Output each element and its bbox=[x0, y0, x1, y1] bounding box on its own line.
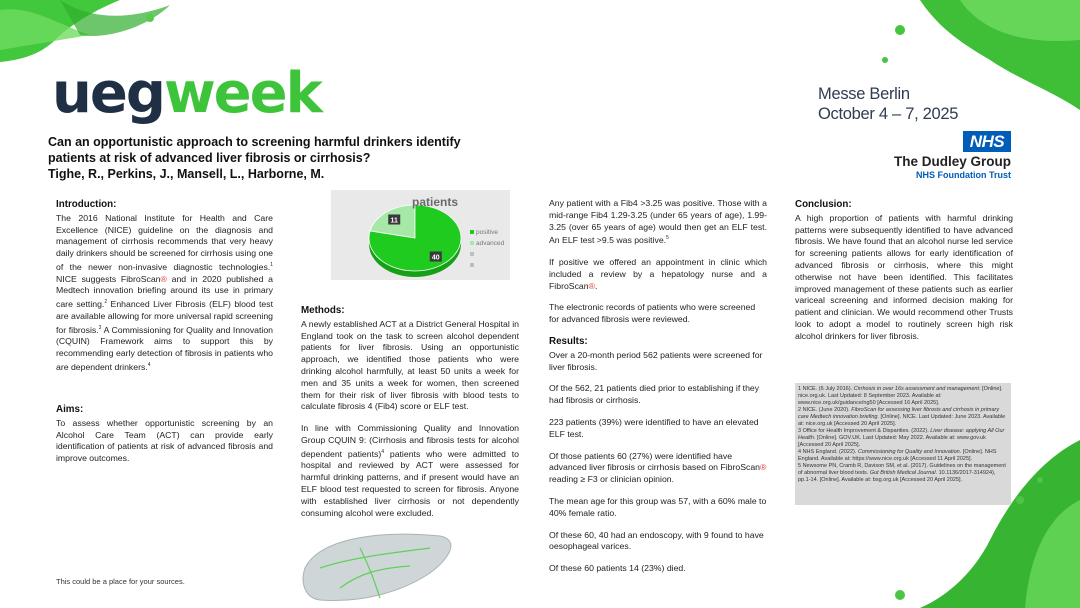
result-mean-age: The mean age for this group was 57, with a 60% male to 40% female ratio. bbox=[549, 496, 767, 518]
reference-1: 1 NICE. (6 July 2016). Cirrhosis in over 16s assessment and management. [Online]. nice.org.uk. Last Updated: 8 September 2023. Available at: www.nice.org.uk/guidance/ng50 [Accessed 16 April 2025]. bbox=[798, 386, 1003, 406]
pie-legend-item-positive bbox=[470, 229, 498, 236]
introduction-heading: Introduction: bbox=[56, 199, 117, 210]
conclusion-text: A high proportion of patients with harmful drinking patterns were subsequently identified to have advanced fibrosis. We have found that an alcohol nurse led service for screening patients allows for early identification of advanced fibrosis or cirrhosis, where this might otherwise not have been identified. This facilitates improved management of these patients such as earlier variceal screening and informed decision making for patient and clinician. We would recommend other Trusts look to adopt a model to routinely screen high risk alcohol drinkers for liver fibrosis. bbox=[795, 212, 1013, 341]
methods-text-2: In line with Commissioning Quality and Innovation Group CQUIN 9: (Cirrhosis and fibrosis tests for alcohol dependent patients)$^4$ patients who were admitted to hospital and reviewed by ACT were assessed for harmful drinking patterns, and if present would have an ELF blood test requested to screen for fibrosis. Anyone with established liver cirrhosis or not dependently consuming alcohol were excluded. bbox=[301, 423, 519, 518]
results-heading: Results: bbox=[549, 336, 588, 348]
reference-5: 5 Newsome PN, Cramb R, Davison SM, et al. (2017). Guidelines on the management of abnormal liver blood tests. Gut British Medical Journal. 10.1136/2017-314924), pp.1-14. [Online]. Available at: bsg.org.uk [Accessed 20 April 2025]. bbox=[798, 463, 1006, 483]
pie-legend-item-advanced bbox=[470, 240, 505, 247]
result-died-prior: Of the 562, 21 patients died prior to establishing if they had fibrosis or cirrhosis. bbox=[549, 383, 760, 406]
fib4-criteria-text: Any patient with a Fib4 >3.25 was positive. Those with a mid-range Fib4 1.29-3.25 (under 65 years of age), 1.99-3.25 (over 65 years of age) would then get an ELF test. An ELF test >9.5 was positive.$^5$ bbox=[549, 198, 767, 246]
reference-2: 2 NICE. (June 2020). FibroScan for assessing liver fibrosis and cirrhosis in primary care Medtech innovation briefing. [Online]. NICE. Last Updated: June 2023. Available at: nice.org.uk [Accessed 20 April 2025]. bbox=[798, 407, 1006, 427]
methods-section bbox=[301, 305, 519, 529]
aims-text: To assess whether opportunistic screening by an Alcohol Care Team (ACT) can provide early identification of patients at risk of advanced fibrosis and improve outcomes. bbox=[56, 417, 273, 464]
reference-3: 3 Office for Health Improvement & Disparities. (2022). Liver disease: applying All Our Health. [Online]. GOV.UK. Last Updated: May 2022. Available at: www.gov.uk [Accessed 20 April 2025]. bbox=[798, 428, 1005, 448]
result-elevated-elf: 223 patients (39%) were identified to have an elevated ELF test. bbox=[549, 417, 759, 439]
introduction-section bbox=[56, 199, 273, 384]
conclusion-section bbox=[795, 199, 1013, 353]
aims-section bbox=[56, 404, 273, 475]
venue-dates: October 4 – 7, 2025 bbox=[818, 105, 959, 123]
records-reviewed-text: The electronic records of patients who were screened for advanced fibrosis were reviewed. bbox=[549, 302, 756, 325]
sources-note: This could be a place for your sources. bbox=[56, 577, 185, 586]
result-died: Of these 60 patients 14 (23%) died. bbox=[549, 563, 686, 574]
organisation-subtitle: NHS Foundation Trust bbox=[916, 170, 1011, 180]
pie-data-label-positive bbox=[430, 252, 442, 262]
methods-heading: Methods: bbox=[301, 305, 345, 316]
organisation-name: The Dudley Group bbox=[893, 154, 1011, 169]
patients-pie-chart bbox=[331, 190, 510, 280]
methods-text-1: A newly established ACT at a District General Hospital in England took on the task to screen alcohol dependent patients for liver fibrosis. Using an opportunistic approach, we identified those patients who were drinking alcohol harmfully, at least 50 units a week for men and 35 units a week for women, then screened them for their risk of liver fibrosis with blood tests to calculate fibrosis 4 (Fib4) score or ELF test. bbox=[301, 318, 519, 412]
venue-city: Messe Berlin bbox=[818, 85, 910, 103]
aims-heading: Aims: bbox=[56, 404, 84, 415]
poster-title-block bbox=[48, 134, 468, 182]
nhs-logo: NHS bbox=[963, 131, 1011, 152]
pie-chart-title: patients bbox=[411, 195, 459, 209]
references-box bbox=[795, 383, 1011, 505]
liver-illustration bbox=[300, 528, 460, 608]
poster-authors: Tighe, R., Perkins, J., Mansell, L., Harborne, M. bbox=[48, 167, 325, 181]
pie-chart-canvas bbox=[331, 190, 510, 280]
svg-text:advanced: advanced bbox=[476, 240, 505, 247]
result-screened: Over a 20-month period 562 patients were screened for liver fibrosis. bbox=[549, 349, 763, 372]
conclusion-heading: Conclusion: bbox=[795, 199, 852, 210]
results-section bbox=[549, 198, 767, 585]
svg-text:40: 40 bbox=[431, 254, 440, 262]
poster-title: Can an opportunistic approach to screening harmful drinkers identify patients at risk of advanced liver fibrosis or cirrhosis? bbox=[48, 135, 461, 165]
svg-text:11: 11 bbox=[390, 217, 398, 225]
ueg-week-logo: uegweek bbox=[52, 61, 321, 126]
reference-4: 4 NHS England. (2022). Commissioning for Quality and Innovation. [Online]. NHS England. Available at: https://www.nice.org.uk [Accessed 11 April 2025]. bbox=[798, 449, 997, 462]
pie-legend-item-blank-2 bbox=[470, 252, 474, 256]
venue-info bbox=[818, 84, 958, 124]
result-endoscopy: Of these 60, 40 had an endoscopy, with 9 found to have oesophageal varices. bbox=[549, 529, 764, 552]
pie-legend-item-blank-3 bbox=[470, 263, 474, 267]
introduction-text: The 2016 National Institute for Health and Care Excellence (NICE) guideline on the diagnosis and management of cirrhosis recommends that very heavy daily drinkers should be screened for cirrhosis using one of the newer non-invasive diagnostic technologies.$^1$ NICE suggests FibroScan® and in 2020 published a Medtech innovation briefing around its use in primary care setting.$^2$ Enhanced Liver Fibrosis (ELF) blood test are available allowing for more universal rapid screening for fibrosis.$^3$ A Commissioning for Quality and Innovation (CQUIN) Framework aims to support this by recommending early detection of fibrosis in patients who are dependent drinkers.$^4$ bbox=[56, 212, 274, 372]
pie-data-label-advanced bbox=[388, 214, 400, 224]
svg-text:positive: positive bbox=[476, 229, 499, 236]
clinic-appointment-text: If positive we offered an appointment in clinic which included a review by a hepatology nurse and a FibroScan®. bbox=[549, 257, 767, 291]
result-advanced-fibrosis: Of those patients 60 (27%) were identified have advanced liver fibrosis or cirrhosis based on FibroScan® reading ≥ F3 or clinician opinion. bbox=[549, 450, 767, 485]
